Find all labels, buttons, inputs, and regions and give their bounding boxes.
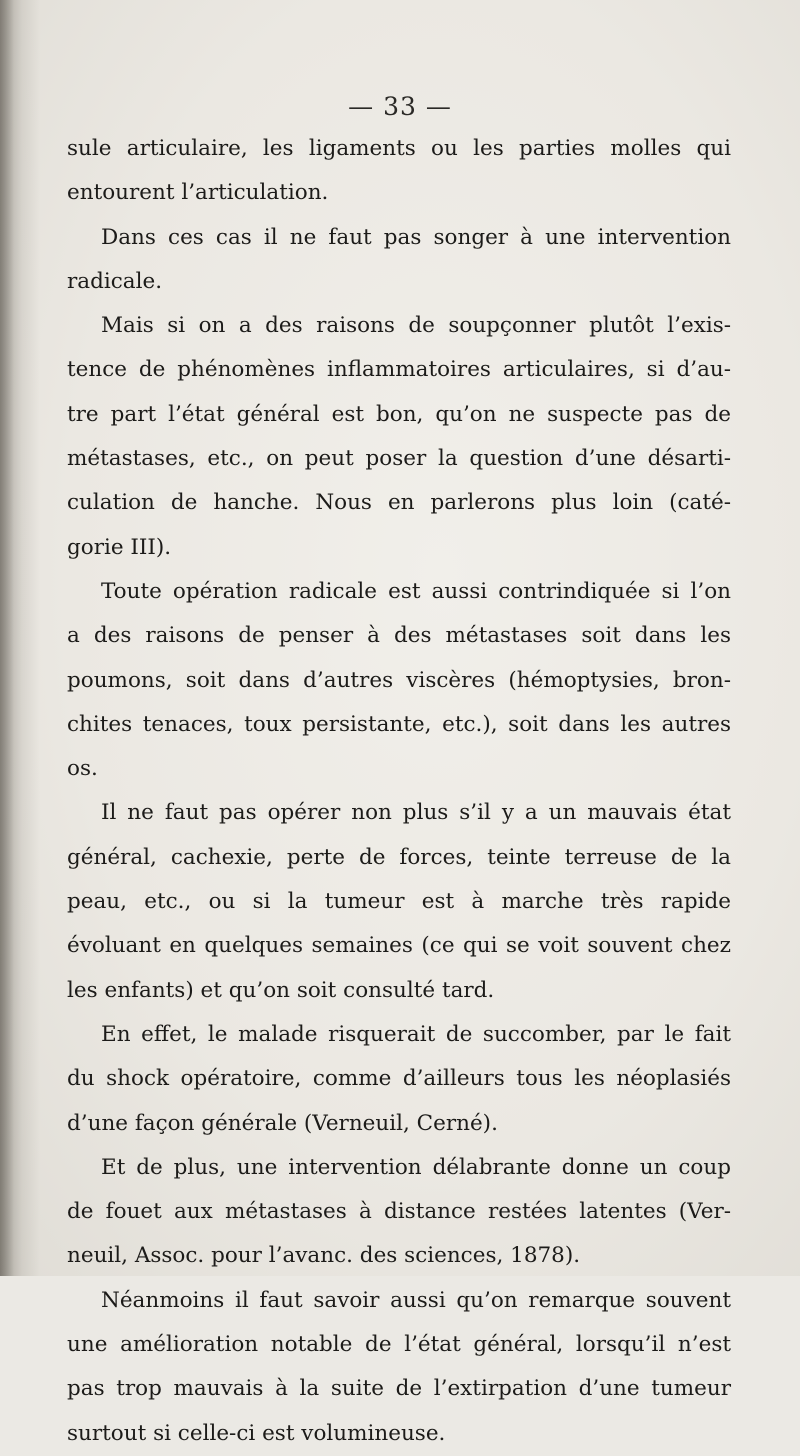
text-line: Dans ces cas il ne faut pas songer à une intervention <box>101 224 731 250</box>
spine-shadow-inner <box>0 0 14 1276</box>
text-line: une amélioration notable de l’état général, lorsqu’il n’est <box>67 1332 731 1358</box>
text-line: neuil, Assoc. pour l’avanc. des sciences, 1878). <box>67 1243 581 1269</box>
text-line: Il ne faut pas opérer non plus s’il y a un mauvais état <box>101 800 731 826</box>
text-line: général, cachexie, perte de forces, teinte terreuse de la <box>67 844 731 870</box>
text-line: les enfants) et qu’on soit consulté tard. <box>67 977 495 1003</box>
text-line: pas trop mauvais à la suite de l’extirpation d’une tumeur <box>67 1376 731 1402</box>
text-line: évoluant en quelques semaines (ce qui se voit souvent chez <box>67 933 731 959</box>
text-line: os. <box>67 756 98 782</box>
text-line: de fouet aux métastases à distance restées latentes (Ver- <box>67 1199 731 1225</box>
page-number: — 33 — <box>348 92 452 121</box>
text-line: a des raisons de penser à des métastases soit dans les <box>67 623 731 649</box>
text-line: entourent l’articulation. <box>67 180 329 206</box>
text-line: En effet, le malade risquerait de succomber, par le fait <box>101 1021 731 1047</box>
text-line: tre part l’état général est bon, qu’on ne suspecte pas de <box>67 401 731 427</box>
text-line: Néanmoins il faut savoir aussi qu’on remarque souvent <box>101 1287 731 1313</box>
text-line: métastases, etc., on peut poser la question d’une désarti- <box>67 446 731 472</box>
text-line: Et de plus, une intervention délabrante donne un coup <box>101 1154 731 1180</box>
text-line: culation de hanche. Nous en parlerons plus loin (caté- <box>67 490 731 516</box>
text-line: chites tenaces, toux persistante, etc.), soit dans les autres <box>67 711 731 737</box>
text-line: gorie III). <box>67 534 172 560</box>
text-line: radicale. <box>67 268 163 294</box>
text-line: tence de phénomènes inflammatoires articulaires, si d’au- <box>67 357 731 383</box>
text-line: poumons, soit dans d’autres viscères (hémoptysies, bron- <box>67 667 731 693</box>
text-line: peau, etc., ou si la tumeur est à marche très rapide <box>67 889 731 915</box>
text-line: d’une façon générale (Verneuil, Cerné). <box>67 1110 498 1136</box>
body-text <box>67 127 731 1456</box>
text-line: surtout si celle-ci est volumineuse. <box>67 1420 446 1446</box>
text-line: du shock opératoire, comme d’ailleurs tous les néoplasiés <box>67 1066 731 1092</box>
text-line: Toute opération radicale est aussi contrindiquée si l’on <box>101 578 731 604</box>
text-line: sule articulaire, les ligaments ou les parties molles qui <box>67 136 731 161</box>
text-line: Mais si on a des raisons de soupçonner plutôt l’exis- <box>101 313 731 339</box>
